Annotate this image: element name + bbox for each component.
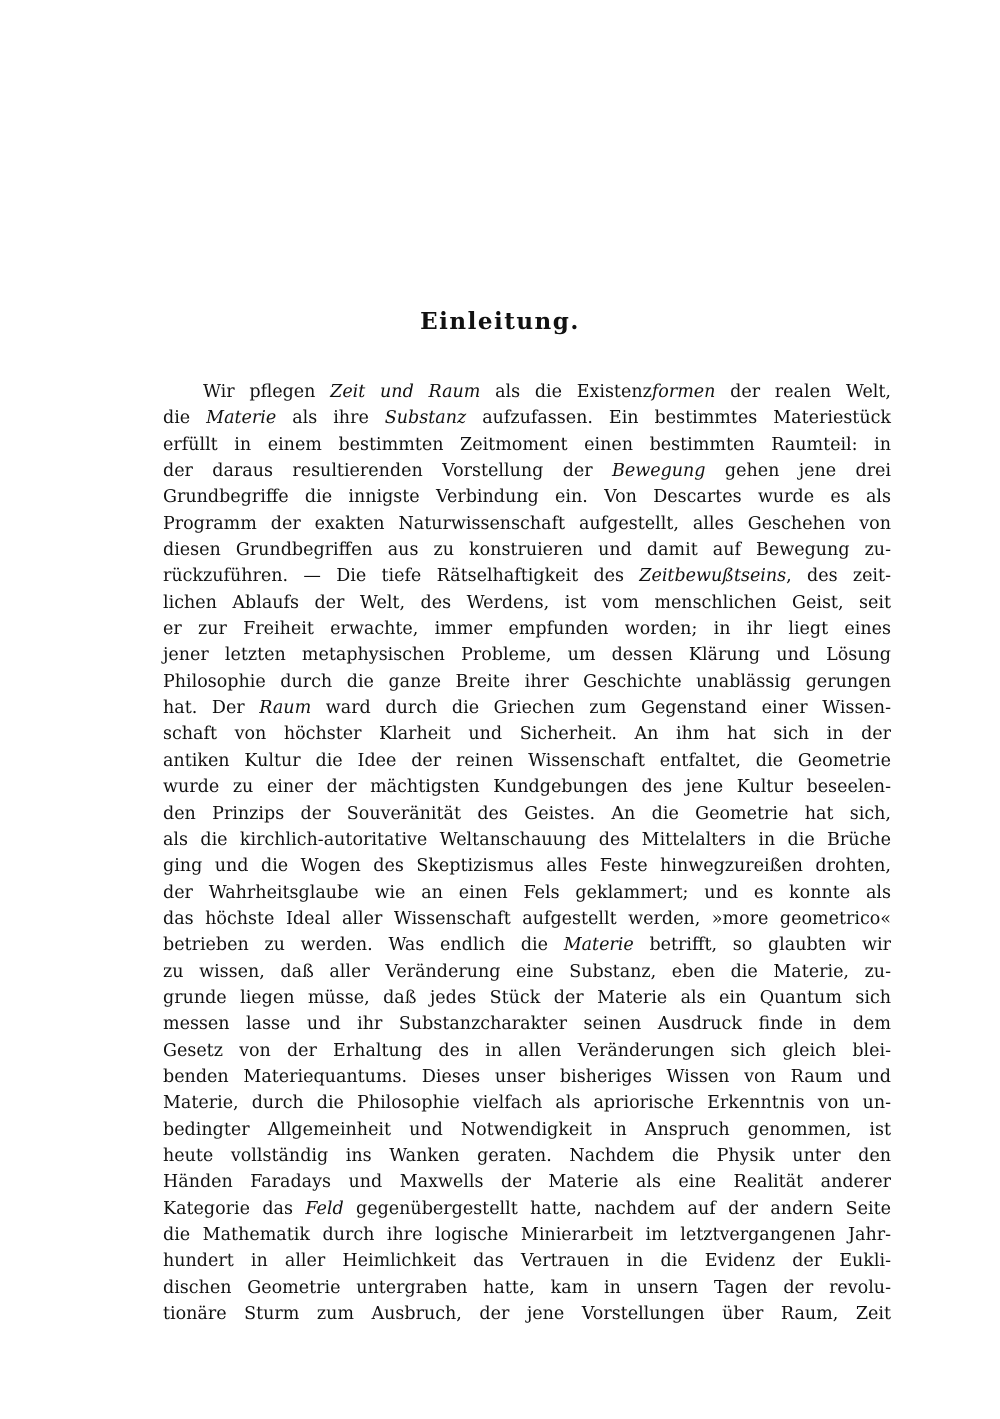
text-line: bedingter Allgemeinheit und Notwendigkeit in Anspruch genommen, ist <box>163 1119 891 1140</box>
text-line: antiken Kultur die Idee der reinen Wissenschaft entfaltet, die Geometrie <box>163 750 891 771</box>
text-line: zu wissen, daß aller Veränderung eine Substanz, eben die Materie, zu- <box>163 961 891 982</box>
text-line: die Mathematik durch ihre logische Minierarbeit im letztvergangenen Jahr- <box>163 1225 891 1245</box>
text-line: schaft von höchster Klarheit und Sicherheit. An ihm hat sich in der <box>163 724 891 745</box>
text-line: der Wahrheitsglaube wie an einen Fels geklammert; und es konnte als <box>163 882 891 903</box>
text-line: Wir pflegen Zeit und Raum als die Existenzformen der realen Welt, <box>203 382 891 402</box>
text-line: ging und die Wogen des Skeptizismus alles Feste hinwegzureißen drohten, <box>163 856 891 877</box>
text-line: das höchste Ideal aller Wissenschaft aufgestellt werden, »more geometrico« <box>163 908 891 929</box>
text-line: er zur Freiheit erwachte, immer empfunden worden; in ihr liegt eines <box>163 619 891 640</box>
text-line: messen lasse und ihr Substanzcharakter seinen Ausdruck finde in dem <box>163 1014 891 1035</box>
text-line: der daraus resultierenden Vorstellung der Bewegung gehen jene drei <box>163 461 892 482</box>
text-line: lichen Ablaufs der Welt, des Werdens, ist vom menschlichen Geist, seit <box>163 592 891 613</box>
text-line: heute vollständig ins Wanken geraten. Nachdem die Physik unter den <box>163 1145 891 1166</box>
text-line: wurde zu einer der mächtigsten Kundgebungen des jene Kultur beseelen- <box>163 777 891 798</box>
text-line: Gesetz von der Erhaltung des in allen Veränderungen sich gleich blei- <box>163 1040 891 1061</box>
text-line: Philosophie durch die ganze Breite ihrer Geschichte unablässig gerungen <box>163 671 891 692</box>
text-line: Kategorie das Feld gegenübergestellt hatte, nachdem auf der andern Seite <box>163 1198 891 1219</box>
text-line: Materie, durch die Philosophie vielfach als apriorische Erkenntnis von un- <box>163 1093 891 1114</box>
text-line: Händen Faradays und Maxwells der Materie als eine Realität anderer <box>163 1172 891 1193</box>
text-line: Grundbegriffe die innigste Verbindung ein. Von Descartes wurde es als <box>163 487 891 508</box>
text-line: rückzuführen. — Die tiefe Rätselhaftigkeit des Zeitbewußtseins, des zeit- <box>163 566 891 587</box>
text-line: tionäre Sturm zum Ausbruch, der jene Vorstellungen über Raum, Zeit <box>163 1304 891 1325</box>
text-line: dischen Geometrie untergraben hatte, kam in unsern Tagen der revolu- <box>163 1277 891 1298</box>
text-line: den Prinzips der Souveränität des Geistes. An die Geometrie hat sich, <box>163 803 891 824</box>
text-line: als die kirchlich-autoritative Weltanschauung des Mittelalters in die Brüche <box>163 829 891 850</box>
text-line: hat. Der Raum ward durch die Griechen zum Gegenstand einer Wissen- <box>163 698 891 719</box>
text-line: benden Materiequantums. Dieses unser bisheriges Wissen von Raum und <box>163 1066 891 1087</box>
text-line: Programm der exakten Naturwissenschaft aufgestellt, alles Geschehen von <box>163 513 891 534</box>
text-line: hundert in aller Heimlichkeit das Vertrauen in die Evidenz der Eukli- <box>163 1251 891 1272</box>
text-line: erfüllt in einem bestimmten Zeitmoment einen bestimmten Raumteil: in <box>163 434 891 455</box>
text-line: betrieben zu werden. Was endlich die Materie betrifft, so glaubten wir <box>163 935 891 956</box>
chapter-heading: Einleitung. <box>420 308 580 335</box>
text-line: jener letzten metaphysischen Probleme, um dessen Klärung und Lösung <box>163 645 891 666</box>
text-line: grunde liegen müsse, daß jedes Stück der Materie als ein Quantum sich <box>163 987 891 1008</box>
body-paragraph <box>163 379 891 1327</box>
text-line: diesen Grundbegriffen aus zu konstruieren und damit auf Bewegung zu- <box>163 540 891 561</box>
text-line: die Materie als ihre Substanz aufzufassen. Ein bestimmtes Materiestück <box>163 408 892 429</box>
